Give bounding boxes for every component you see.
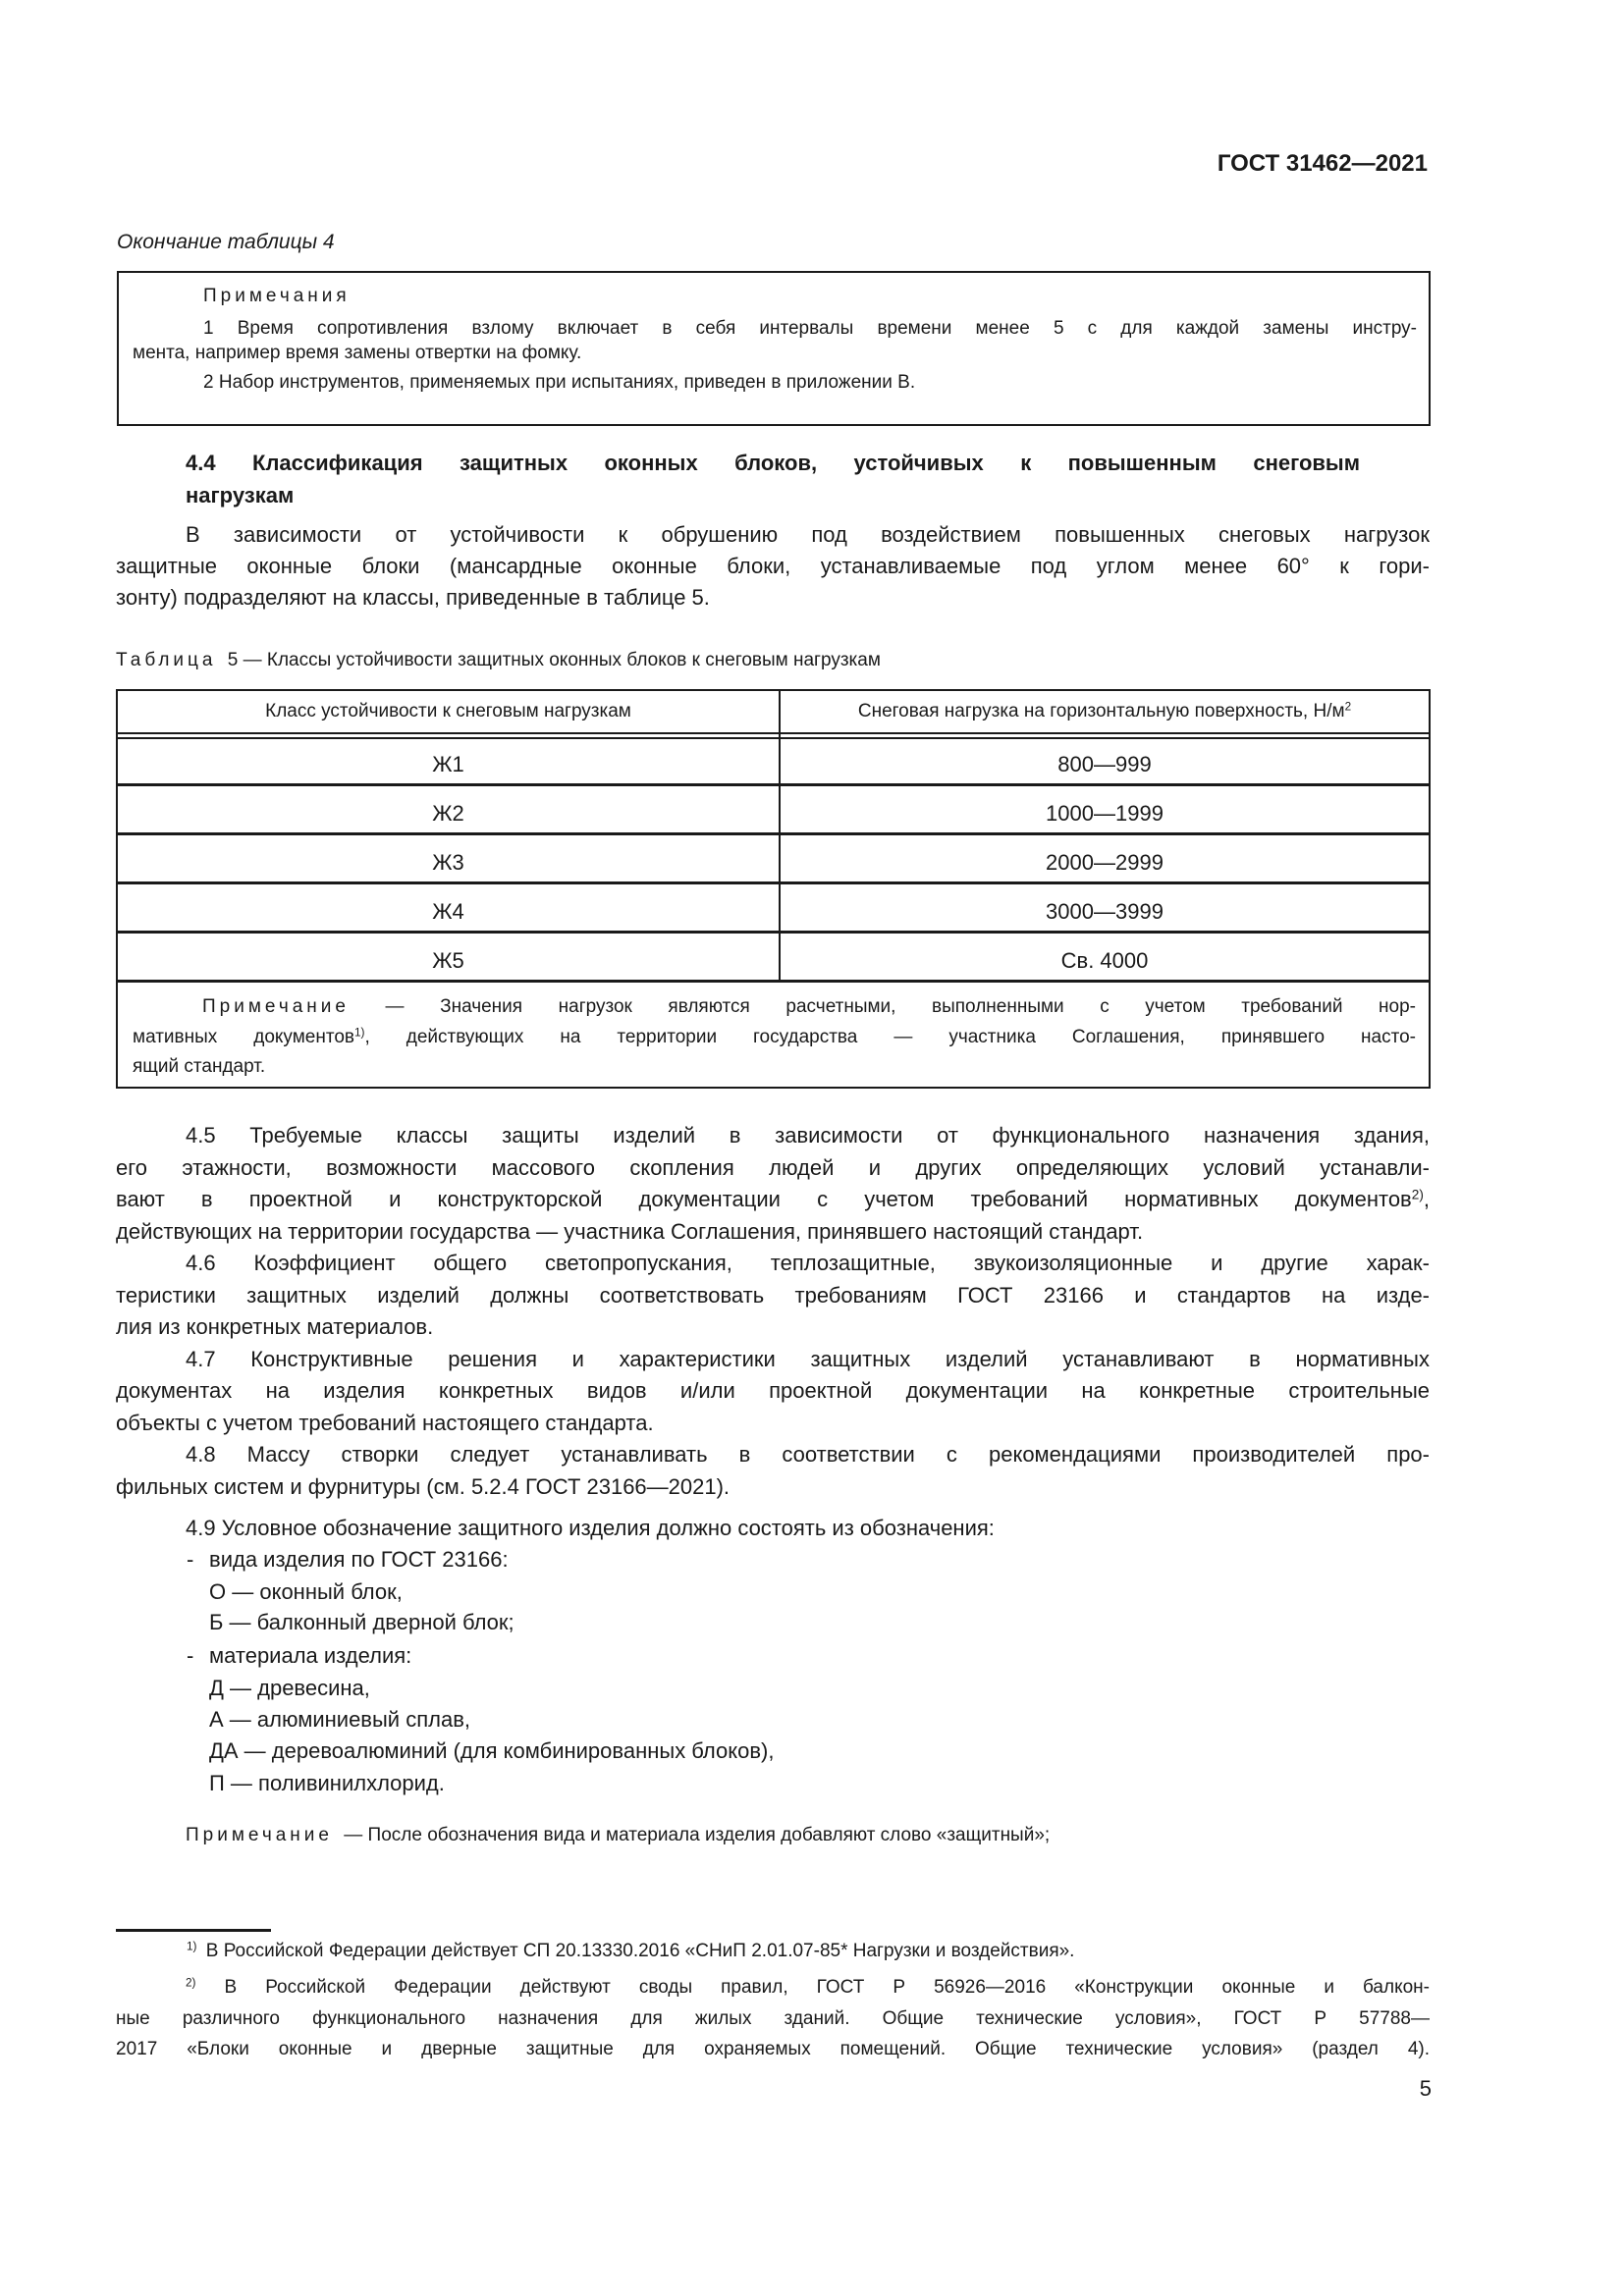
- footnote-separator: [116, 1929, 271, 1932]
- table5-row-rule: [116, 832, 1431, 835]
- table5-cell-load: Св. 4000: [1060, 948, 1149, 973]
- table5-row-rule: [116, 931, 1431, 934]
- section-4-6-line: 4.6 Коэффициент общего светопропускания, теплозащитные, звукоизоляционные и другие харак-: [186, 1251, 1430, 1275]
- footnote-1: [187, 1940, 1074, 1962]
- section-4-5-text: ,: [1423, 1187, 1430, 1211]
- footnote-2-line: 2017 «Блоки оконные и дверные защитные для охраняемых помещений. Общие технические условия» (раздел 4).: [116, 2039, 1430, 2059]
- list-group-label: вида изделия по ГОСТ 23166:: [209, 1547, 509, 1572]
- table5-cell-load: 3000—3999: [1046, 899, 1164, 924]
- section-4-4-heading-cont: нагрузкам: [186, 483, 295, 507]
- table5-cell-load: 1000—1999: [1046, 801, 1164, 826]
- section-4-7-line: документах на изделия конкретных видов и/или проектной документации на конкретные строительные: [116, 1378, 1430, 1403]
- footnote-2-text: В Российской Федерации действуют своды правил, ГОСТ Р 56926—2016 «Конструкции оконные и балкон-: [224, 1977, 1430, 1998]
- table5-caption-label: Таблица: [116, 650, 217, 670]
- table5-note-line1: [202, 995, 1416, 1018]
- table5-note-label: Примечание: [202, 996, 350, 1017]
- document-designation: ГОСТ 31462—2021: [1217, 150, 1428, 177]
- section-4-5-line: его этажности, возможности массового скопления людей и других определяющих условий устанавли-: [116, 1155, 1430, 1180]
- table5-note-text: , действующих на территории государства — участника Соглашения, принявшего насто-: [364, 1027, 1416, 1047]
- table5-header-rule-1: [116, 732, 1431, 734]
- table5-cell-class: Ж3: [432, 850, 464, 875]
- footnote-2-line: ные различного функционального назначения для жилых зданий. Общие технические условия», ГОСТ Р 57788—: [116, 2008, 1430, 2029]
- list-item: ДА — деревоалюминий (для комбинированных блоков),: [209, 1738, 775, 1763]
- table5-cell-class: Ж1: [432, 752, 464, 776]
- table5-note-text: мативных документов: [133, 1027, 354, 1047]
- section-4-5-line: [116, 1187, 1430, 1212]
- table4-note1-line2: мента, например время замены отвертки на фомку.: [133, 343, 582, 363]
- section-4-9-intro: 4.9 Условное обозначение защитного изделия должно состоять из обозначения:: [186, 1516, 995, 1540]
- table5-header-load-text: Снеговая нагрузка на горизонтальную поверхность, Н/м: [857, 701, 1345, 721]
- table5-cell-class: Ж4: [432, 899, 464, 924]
- table4-note2: 2 Набор инструментов, применяемых при испытаниях, приведен в приложении В.: [203, 372, 916, 393]
- table5-header-load: [781, 700, 1429, 722]
- section-4-8-line: 4.8 Массу створки следует устанавливать в соответствии с рекомендациями производителей про-: [186, 1442, 1430, 1467]
- table5-header-load-sup: 2: [1344, 700, 1352, 714]
- footnote-2-line: [186, 1976, 1430, 1999]
- section-4-6-line: лия из конкретных материалов.: [116, 1314, 434, 1339]
- list-item: О — оконный блок,: [209, 1579, 403, 1604]
- table5-cell-class: Ж5: [432, 948, 464, 973]
- table5-cell-load: 2000—2999: [1046, 850, 1164, 875]
- section-4-4-para-line: защитные оконные блоки (мансардные оконные блоки, устанавливаемые под углом менее 60° к гори-: [116, 554, 1430, 578]
- section-4-5-line: 4.5 Требуемые классы защиты изделий в зависимости от функционального назначения здания,: [186, 1123, 1430, 1148]
- section-4-5-text: вают в проектной и конструкторской документации с учетом требований нормативных документов: [116, 1187, 1412, 1211]
- section-4-4-para-line: зонту) подразделяют на классы, приведенные в таблице 5.: [116, 585, 710, 610]
- section-4-9-note-label: Примечание: [186, 1825, 333, 1845]
- table5-header-class: Класс устойчивости к снеговым нагрузкам: [265, 701, 631, 721]
- table5-note-line3: ящий стандарт.: [133, 1056, 266, 1077]
- table4-continuation-caption: Окончание таблицы 4: [117, 231, 335, 253]
- table5-caption-text: 5 — Классы устойчивости защитных оконных блоков к снеговым нагрузкам: [227, 650, 881, 670]
- section-4-7-line: объекты с учетом требований настоящего стандарта.: [116, 1411, 654, 1435]
- list-item: Д — древесина,: [209, 1676, 370, 1700]
- table5-cell-class: Ж2: [432, 801, 464, 826]
- table5-column-divider: [779, 689, 781, 981]
- section-4-5-line: действующих на территории государства — участника Соглашения, принявшего настоящий стандарт.: [116, 1219, 1144, 1244]
- table5-note-text: — Значения нагрузок являются расчетными, выполненными с учетом требований нор-: [385, 996, 1416, 1017]
- section-4-7-line: 4.7 Конструктивные решения и характеристики защитных изделий устанавливают в нормативных: [186, 1347, 1430, 1371]
- section-4-4-para-line: В зависимости от устойчивости к обрушению под воздействием повышенных снеговых нагрузок: [186, 522, 1430, 547]
- table5-header-rule-2: [116, 737, 1431, 739]
- list-bullet: -: [187, 1547, 194, 1572]
- table5-caption: [116, 649, 881, 671]
- list-bullet: -: [187, 1643, 194, 1668]
- footnote-1-text: В Российской Федерации действует СП 20.13330.2016 «СНиП 2.01.07-85* Нагрузки и воздействия».: [205, 1941, 1075, 1961]
- footnote-ref-2[interactable]: 2): [1411, 1187, 1424, 1202]
- table5-note-line2: [133, 1026, 1416, 1048]
- table5-cell-load: 800—999: [1057, 752, 1152, 776]
- section-4-6-line: теристики защитных изделий должны соответствовать требованиям ГОСТ 23166 и стандартов на изде-: [116, 1283, 1430, 1308]
- list-item: А — алюминиевый сплав,: [209, 1707, 470, 1732]
- footnote-mark-2: 2): [186, 1976, 196, 1990]
- table5-row-rule: [116, 881, 1431, 884]
- section-4-9-note: [186, 1824, 1050, 1846]
- section-4-9-note-text: — После обозначения вида и материала изделия добавляют слово «защитный»;: [344, 1825, 1051, 1845]
- list-group-label: материала изделия:: [209, 1643, 412, 1668]
- section-4-4-heading: 4.4 Классификация защитных оконных блоков, устойчивых к повышенным снеговым: [186, 451, 1360, 475]
- table5-row-rule: [116, 783, 1431, 786]
- footnote-mark-1: 1): [187, 1940, 197, 1953]
- table4-notes-title: Примечания: [203, 286, 351, 306]
- list-item: Б — балконный дверной блок;: [209, 1610, 514, 1634]
- list-item: П — поливинилхлорид.: [209, 1771, 445, 1795]
- page-number: 5: [1419, 2076, 1432, 2101]
- table5-row-rule: [116, 980, 1431, 983]
- table4-note1-line1: 1 Время сопротивления взлому включает в себя интервалы времени менее 5 с для каждой замены инстру-: [203, 318, 1417, 339]
- section-4-8-line: фильных систем и фурнитуры (см. 5.2.4 ГОСТ 23166—2021).: [116, 1474, 731, 1499]
- footnote-ref-1[interactable]: 1): [354, 1026, 365, 1040]
